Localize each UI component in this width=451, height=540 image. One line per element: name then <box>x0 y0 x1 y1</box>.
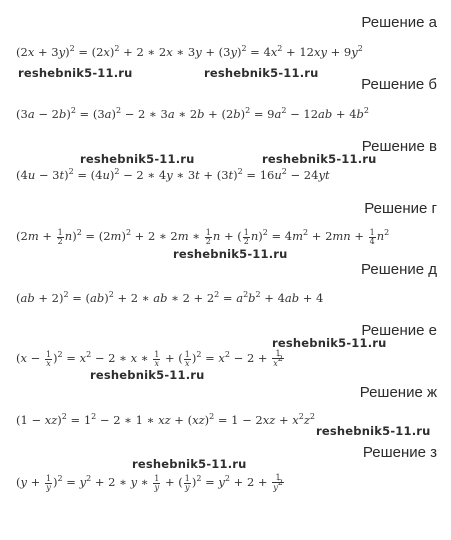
heading-a: Решение а <box>361 14 437 31</box>
heading-d: Решение д <box>361 261 437 278</box>
watermark: reshebnik5-11.ru <box>173 247 288 261</box>
heading-z: Решение з <box>362 444 437 461</box>
formula-z: (y + $\frac{1}{y}$ )$^2 = y^2 + 2$ ∗ y ∗ $\frac{1}{y}$ + ( $\frac{1}{y}$ )$^2 = y^2 + 2$ + $\frac{1}{y^2}$ <box>16 473 283 492</box>
formula-zh: $(1 - xz)^2 = 1^2 - 2$ ∗ 1 ∗ xz + $(xz)^2 = 1 - 2xz + x^2z^2$ <box>16 412 315 427</box>
watermark: reshebnik5-11.ru <box>90 368 205 382</box>
watermark: reshebnik5-11.ru <box>262 152 377 166</box>
watermark: reshebnik5-11.ru <box>80 152 195 166</box>
heading-v: Решение в <box>361 138 437 155</box>
formula-a: $(2x + 3y)^2 = (2x)^2 + 2$ ∗ 2x ∗ $3y + (3y)^2 = 4x^2 + 12xy + 9y^2$ <box>16 44 363 59</box>
watermark: reshebnik5-11.ru <box>316 424 431 438</box>
heading-e: Решение е <box>361 322 437 339</box>
watermark: reshebnik5-11.ru <box>132 457 247 471</box>
heading-b: Решение б <box>361 76 437 93</box>
watermark: reshebnik5-11.ru <box>204 66 319 80</box>
formula-b: $(3a - 2b)^2 = (3a)^2 - 2$ ∗ 3a ∗ $2b + (2b)^2 = 9a^2 - 12ab + 4b^2$ <box>16 106 369 121</box>
formula-e: (x − $\frac{1}{x}$ )$^2 = x^2 - 2$ ∗ x ∗ $\frac{1}{x}$ + ( $\frac{1}{x}$ )$^2 = x^2 - 2$ + $\frac{1}{x^2}$ <box>16 349 283 368</box>
heading-zh: Решение ж <box>359 384 437 401</box>
watermark: reshebnik5-11.ru <box>272 336 387 350</box>
heading-g: Решение г <box>364 200 437 217</box>
formula-g: (2m + $\frac{1}{2}$ $n)^2 = (2m)^2 + 2$ ∗ 2m ∗ $\frac{1}{2}$ n + ( $\frac{1}{2}$ $n)^2 = 4m^2 + 2mn$ + $\frac{1}{4}$ $n^2$ <box>16 227 390 246</box>
watermark: reshebnik5-11.ru <box>18 66 133 80</box>
formula-v: $(4u - 3t)^2 = (4u)^2 - 2$ ∗ 4y ∗ $3t + (3t)^2 = 16u^2 - 24yt$ <box>16 167 330 182</box>
formula-d: (ab + 2)$^2$ = (ab)$^2$ + 2 ∗ ab ∗ $2 + 2^2 = a^2b^2 + 4ab + 4$ <box>16 290 324 305</box>
